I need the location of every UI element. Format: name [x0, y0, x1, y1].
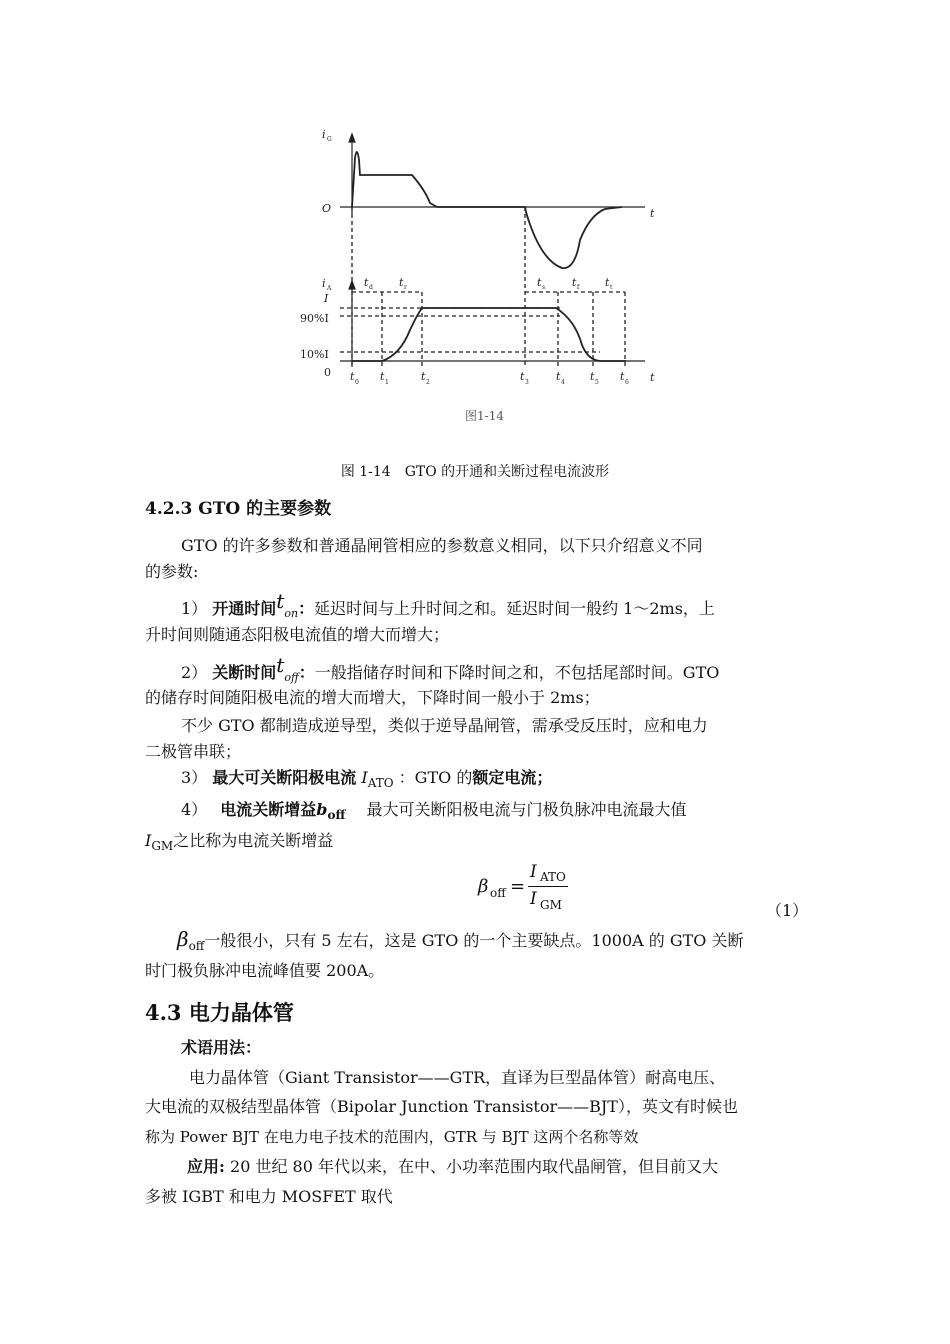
formula-numerator: I	[530, 862, 537, 882]
interval-tr: t	[399, 276, 404, 289]
application-line2: 多被 IGBT 和电力 MOSFET 取代	[145, 1187, 393, 1206]
formula-numerator-sub: ATO	[540, 870, 566, 884]
formula-lhs-sub: off	[490, 886, 506, 900]
tick-t3: t	[520, 370, 525, 383]
terms-heading-text: 术语用法：	[181, 1038, 262, 1057]
paragraph-gtr-line2: 大电流的双极结型晶体管（Bipolar Junction Transistor——BJT），英文有时候也	[145, 1097, 738, 1116]
formula-denominator-sub: GM	[540, 898, 562, 912]
tick-t4-sub: 4	[561, 379, 565, 386]
ia-axis-sub: A	[327, 285, 332, 292]
section-heading-4-3: 4.3 电力晶体管	[145, 1000, 294, 1025]
beta-symbol-sub: off	[188, 939, 205, 953]
top-t-label: t	[650, 207, 655, 220]
paragraph-reverse-line2: 二极管串联；	[145, 742, 242, 761]
item-2-text: 一般指储存时间和下降时间之和，不包括尾部时间。GTO	[314, 663, 720, 682]
tick-t0: t	[350, 370, 355, 383]
item-4	[145, 799, 846, 822]
formula-fraction-bar	[528, 886, 568, 887]
formula-equals: =	[510, 876, 526, 897]
item-1-colon: ：	[298, 599, 315, 618]
interval-ts: t	[537, 276, 542, 289]
item-1-line2: 升时间则随通态阳极电流值的增大而增大；	[145, 625, 450, 644]
interval-tt-sub: t	[610, 284, 613, 291]
paragraph-gtr-line3: 称为 Power BJT 在电力电子技术的范围内，GTR 与 BJT 这两个名称等效	[145, 1128, 639, 1146]
item-4-term: 电流关断增益	[220, 800, 317, 819]
ig-axis-sub: G	[327, 136, 332, 143]
gto-waveform-figure	[300, 120, 670, 430]
paragraph-reverse-line1: 不少 GTO 都制造成逆导型，类似于逆导晶闸管，需承受反压时，应和电力	[181, 716, 708, 735]
tick-t5-sub: 5	[595, 379, 599, 386]
item-4-symbol: b	[316, 800, 328, 819]
item-3-rated: 额定电流；	[472, 768, 553, 787]
section-heading-4-2-3: 4.2.3 GTO 的主要参数	[145, 499, 332, 519]
tick-t1-sub: 1	[385, 379, 389, 386]
item-2	[145, 653, 846, 686]
application-line1: 20 世纪 80 年代以来，在中、小功率范围内取代晶闸管，但目前又大	[224, 1157, 718, 1176]
item-1-num: 1）	[181, 599, 208, 618]
terms-heading	[145, 1037, 846, 1059]
tick-t3-sub: 3	[525, 379, 529, 386]
beta-symbol: β	[177, 927, 189, 951]
paragraph-intro-line2: 的参数:	[145, 562, 199, 581]
tick-t4: t	[556, 370, 561, 383]
item-1	[145, 589, 846, 622]
item-3-num: 3）	[181, 768, 208, 787]
paragraph-application	[145, 1156, 852, 1178]
item-4-num: 4）	[181, 800, 200, 819]
item-2-num: 2）	[181, 663, 208, 682]
item-2-symbol-sub: off	[284, 671, 299, 684]
figure-inner-caption: 图1-14	[465, 409, 504, 423]
interval-tt: t	[605, 276, 610, 289]
level-90: 90%I	[300, 312, 329, 325]
equation-number: （1）	[766, 901, 809, 920]
paragraph-beta-line1: 一般很小，只有 5 左右，这是 GTO 的一个主要缺点。1000A 的 GTO 关断	[204, 931, 744, 950]
interval-tf-sub: f	[577, 284, 580, 291]
item-2-symbol: t	[276, 653, 285, 677]
interval-ts-sub: s	[542, 284, 546, 291]
level-ia: I	[324, 292, 329, 305]
igm-symbol: I	[145, 831, 152, 850]
tick-t1: t	[380, 370, 385, 383]
tick-t6-sub: 6	[625, 379, 629, 386]
bottom-t-label: t	[650, 371, 655, 384]
tick-t2-sub: 2	[426, 379, 430, 386]
level-10: 10%I	[300, 348, 329, 361]
item-1-term: 开通时间	[212, 599, 277, 618]
formula-denominator: I	[530, 889, 537, 909]
ia-axis-label: i	[322, 277, 326, 290]
item-3-symbol: I	[361, 768, 368, 787]
formula-beta-off	[478, 862, 598, 918]
item-3-term: 最大可关断阳极电流	[212, 768, 357, 787]
item-2-line2: 的储存时间随阳极电流的增大而增大，下降时间一般小于 2ms；	[145, 688, 600, 707]
item-1-text: 延迟时间与上升时间之和。延迟时间一般约 1～2ms，上	[314, 599, 715, 618]
item-2-term: 关断时间	[212, 663, 277, 682]
item-4-symbol-sub: off	[327, 808, 346, 822]
item-4-line2-text: 之比称为电流关断增益	[173, 831, 334, 850]
origin-label: O	[322, 202, 332, 215]
item-1-symbol-sub: on	[284, 607, 299, 620]
tick-t2: t	[421, 370, 426, 383]
paragraph-beta	[145, 928, 842, 953]
igm-symbol-sub: GM	[151, 839, 174, 853]
formula-lhs: β	[478, 876, 489, 897]
item-4-text: 最大可关断阳极电流与门极负脉冲电流最大值	[366, 800, 687, 819]
tick-t5: t	[590, 370, 595, 383]
tick-t6: t	[620, 370, 625, 383]
interval-tf: t	[572, 276, 577, 289]
item-1-symbol: t	[276, 589, 285, 613]
ig-axis-label: i	[322, 128, 326, 141]
paragraph-gtr-line1: 电力晶体管（Giant Transistor——GTR，直译为巨型晶体管）耐高电压、	[189, 1068, 726, 1087]
interval-td-sub: d	[369, 284, 373, 291]
paragraph-intro-line1: GTO 的许多参数和普通晶闸管相应的参数意义相同，以下只介绍意义不同	[181, 536, 703, 555]
item-2-colon: ：	[298, 663, 315, 682]
item-3-text: ：GTO 的	[398, 768, 473, 787]
figure-caption: 图 1-14 GTO 的开通和关断过程电流波形	[340, 464, 610, 480]
level-zero: 0	[324, 366, 331, 379]
tick-t0-sub: 0	[355, 379, 359, 386]
item-3-symbol-sub: ATO	[367, 776, 394, 790]
item-3	[145, 767, 846, 790]
item-4-line2	[145, 830, 810, 853]
interval-td: t	[364, 276, 369, 289]
interval-tr-sub: r	[404, 284, 407, 291]
paragraph-beta-line2: 时门极负脉冲电流峰值要 200A。	[145, 961, 385, 980]
application-label: 应用:	[187, 1157, 225, 1176]
